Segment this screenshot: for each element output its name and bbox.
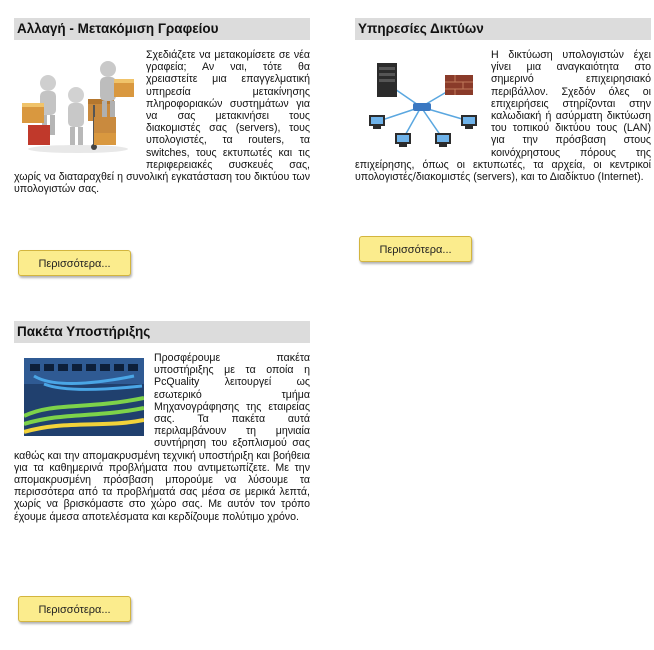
network-cables-photo-icon (24, 358, 144, 439)
movers-illustration-icon (18, 55, 138, 158)
card-network-services (355, 18, 651, 183)
card-title: Αλλαγή - Μετακόμιση Γραφείου (14, 18, 310, 40)
card-text: Προσφέρουμε πακέτα υποστήριξης με τα οποία η PcQuality λειτουργεί ως εσωτερικό τμήμα Μηχανογράφησης της εταιρείας σας. Τα πακέτα αυτά περιλαμβάνουν τη μηνιαία συντήρηση του εξοπλισμού σας καθώς και την απομακρυσμένη τεχνική υποστήριξη και βοήθεια για τα καθημερινά προβλήματα που αντιμετωπίζετε. Με την απομακρυσμένη πρόσβαση μπορούμε να λύσουμε τα περισσότερα από τα προβλήματά σας μέσα σε μερικά λεπτά, χωρίς να βρισκόμαστε στο χώρο σας. Με αυτόν τον τρόπο έχουμε άμεσα αποτελέσματα και κερδίζουμε πολύτιμο χρόνο. (14, 352, 310, 523)
card-title: Υπηρεσίες Δικτύων (355, 18, 651, 40)
card-office-relocation (14, 18, 310, 195)
card-title: Πακέτα Υποστήριξης (14, 321, 310, 343)
more-button-network-services[interactable]: Περισσότερα... (359, 236, 472, 262)
card-support-packages (14, 321, 310, 523)
card-text: Σχεδιάζετε να μετακομίσετε σε νέα γραφεία; Αν ναι, τότε θα χρειαστείτε μια επαγγελματική υπηρεσία μετακίνησης πληροφοριακών συστημάτων για να σας μετακινήσει τους διακομιστές σας (servers), τους υπολογιστές, τα routers, τα switches, τους εκτυπωτές και τις περιφερειακές συσκευές σας, χωρίς να διαταραχθεί η συνολική εγκατάσταση του δικτύου των υπολογιστών σας. (14, 49, 310, 196)
more-button-office-relocation[interactable]: Περισσότερα... (18, 250, 131, 276)
network-diagram-icon (359, 55, 483, 154)
card-text: Η δικτύωση υπολογιστών έχει γίνει μια αναγκαιότητα στο σημερινό επιχειρησιακό περιβάλλον. Σχεδόν όλες οι επιχειρήσεις στηρίζονται στην καλωδιακή ή ασύρματη δικτύωση του τοπικού δικτύου τους (LAN) για την πρόσβαση στους κοινόχρηστους πόρους της επιχείρησης, όπως οι εκτυπωτές, τα αρχεία, οι κεντρικοί υπολογιστές/διακομιστές (servers), και το Διαδίκτυο (Internet). (355, 49, 651, 184)
more-button-support-packages[interactable]: Περισσότερα... (18, 596, 131, 622)
